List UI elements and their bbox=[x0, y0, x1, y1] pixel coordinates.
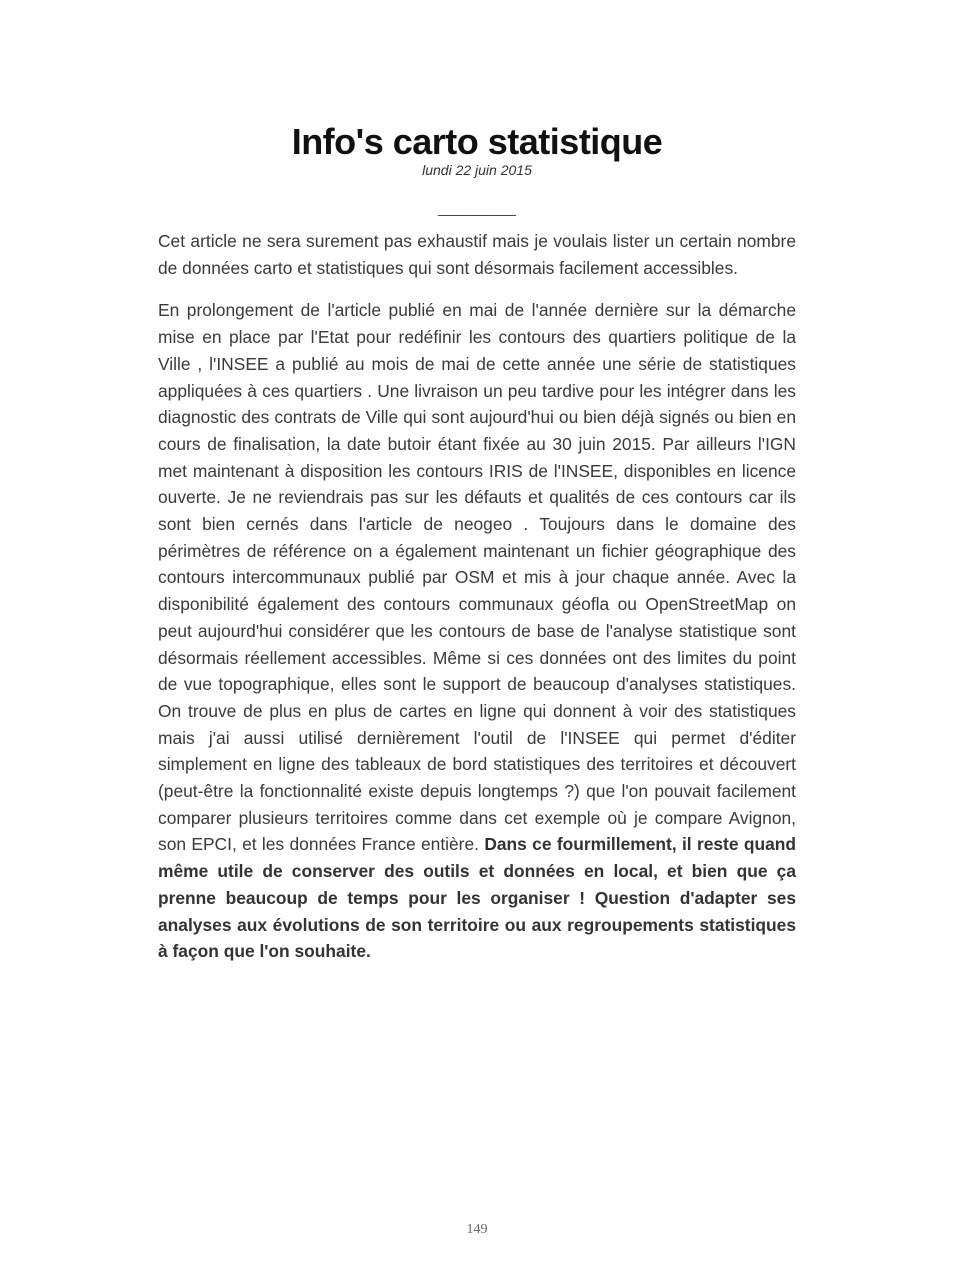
article-title: Info's carto statistique bbox=[291, 121, 663, 162]
page-number: 149 bbox=[466, 1222, 488, 1237]
paragraph-main-text: En prolongement de l'article publié en mai de l'année dernière sur la démarche mise en place par l'Etat pour redéfinir les contours des quartiers politique de la Ville , l'INSEE a publié au mois de mai de cette année une série de statistiques appliquées à ces quartiers . Une livraison un peu tardive pour les intégrer dans les diagnostic des contrats de Ville qui sont aujourd'hui ou bien déjà signés ou bien en cours de finalisation, la date butoir étant fixée au 30 juin 2015. Par ailleurs l'IGN met maintenant à disposition les contours IRIS de l'INSEE, disponibles en licence ouverte. Je ne reviendrais pas sur les défauts et qualités de ces contours car ils sont bien cernés dans l'article de neogeo . Toujours dans le domaine des périmètres de référence on a également maintenant un fichier géographique des contours intercommunaux publié par OSM et mis à jour chaque année. Avec la disponibilité également des contours communaux géofla ou OpenStreetMap on peut aujourd'hui considérer que les contours de base de l'analyse statistique sont désormais réellement accessibles. Même si ces données ont des limites du point de vue topographique, elles sont le support de beaucoup d'analyses statistiques. On trouve de plus en plus de cartes en ligne qui donnent à voir des statistiques mais j'ai aussi utilisé dernièrement l'outil de l'INSEE qui permet d'éditer simplement en ligne des tableaux de bord statistiques des territoires et découvert (peut-être la fonctionnalité existe depuis longtemps ?) que l'on pouvait facilement comparer plusieurs territoires comme dans cet exemple où je compare Avignon, son EPCI, et les données France entière. bbox=[158, 300, 796, 855]
article-date: lundi 22 juin 2015 bbox=[422, 162, 532, 178]
paragraph-intro bbox=[158, 228, 796, 281]
title-separator: __________ bbox=[438, 200, 516, 216]
paragraph-main bbox=[158, 297, 796, 965]
article-body bbox=[158, 228, 796, 981]
paragraph-intro-text: Cet article ne sera surement pas exhaustif mais je voulais lister un certain nombre de données carto et statistiques qui sont désormais facilement accessibles. bbox=[158, 231, 796, 278]
paragraph-main-bold-text: Dans ce fourmillement, il reste quand même utile de conserver des outils et données en local, et bien que ça prenne beaucoup de temps pour les organiser ! Question d'adapter ses analyses aux évolutions de son territoire ou aux regroupements statistiques à façon que l'on souhaite. bbox=[158, 834, 797, 962]
